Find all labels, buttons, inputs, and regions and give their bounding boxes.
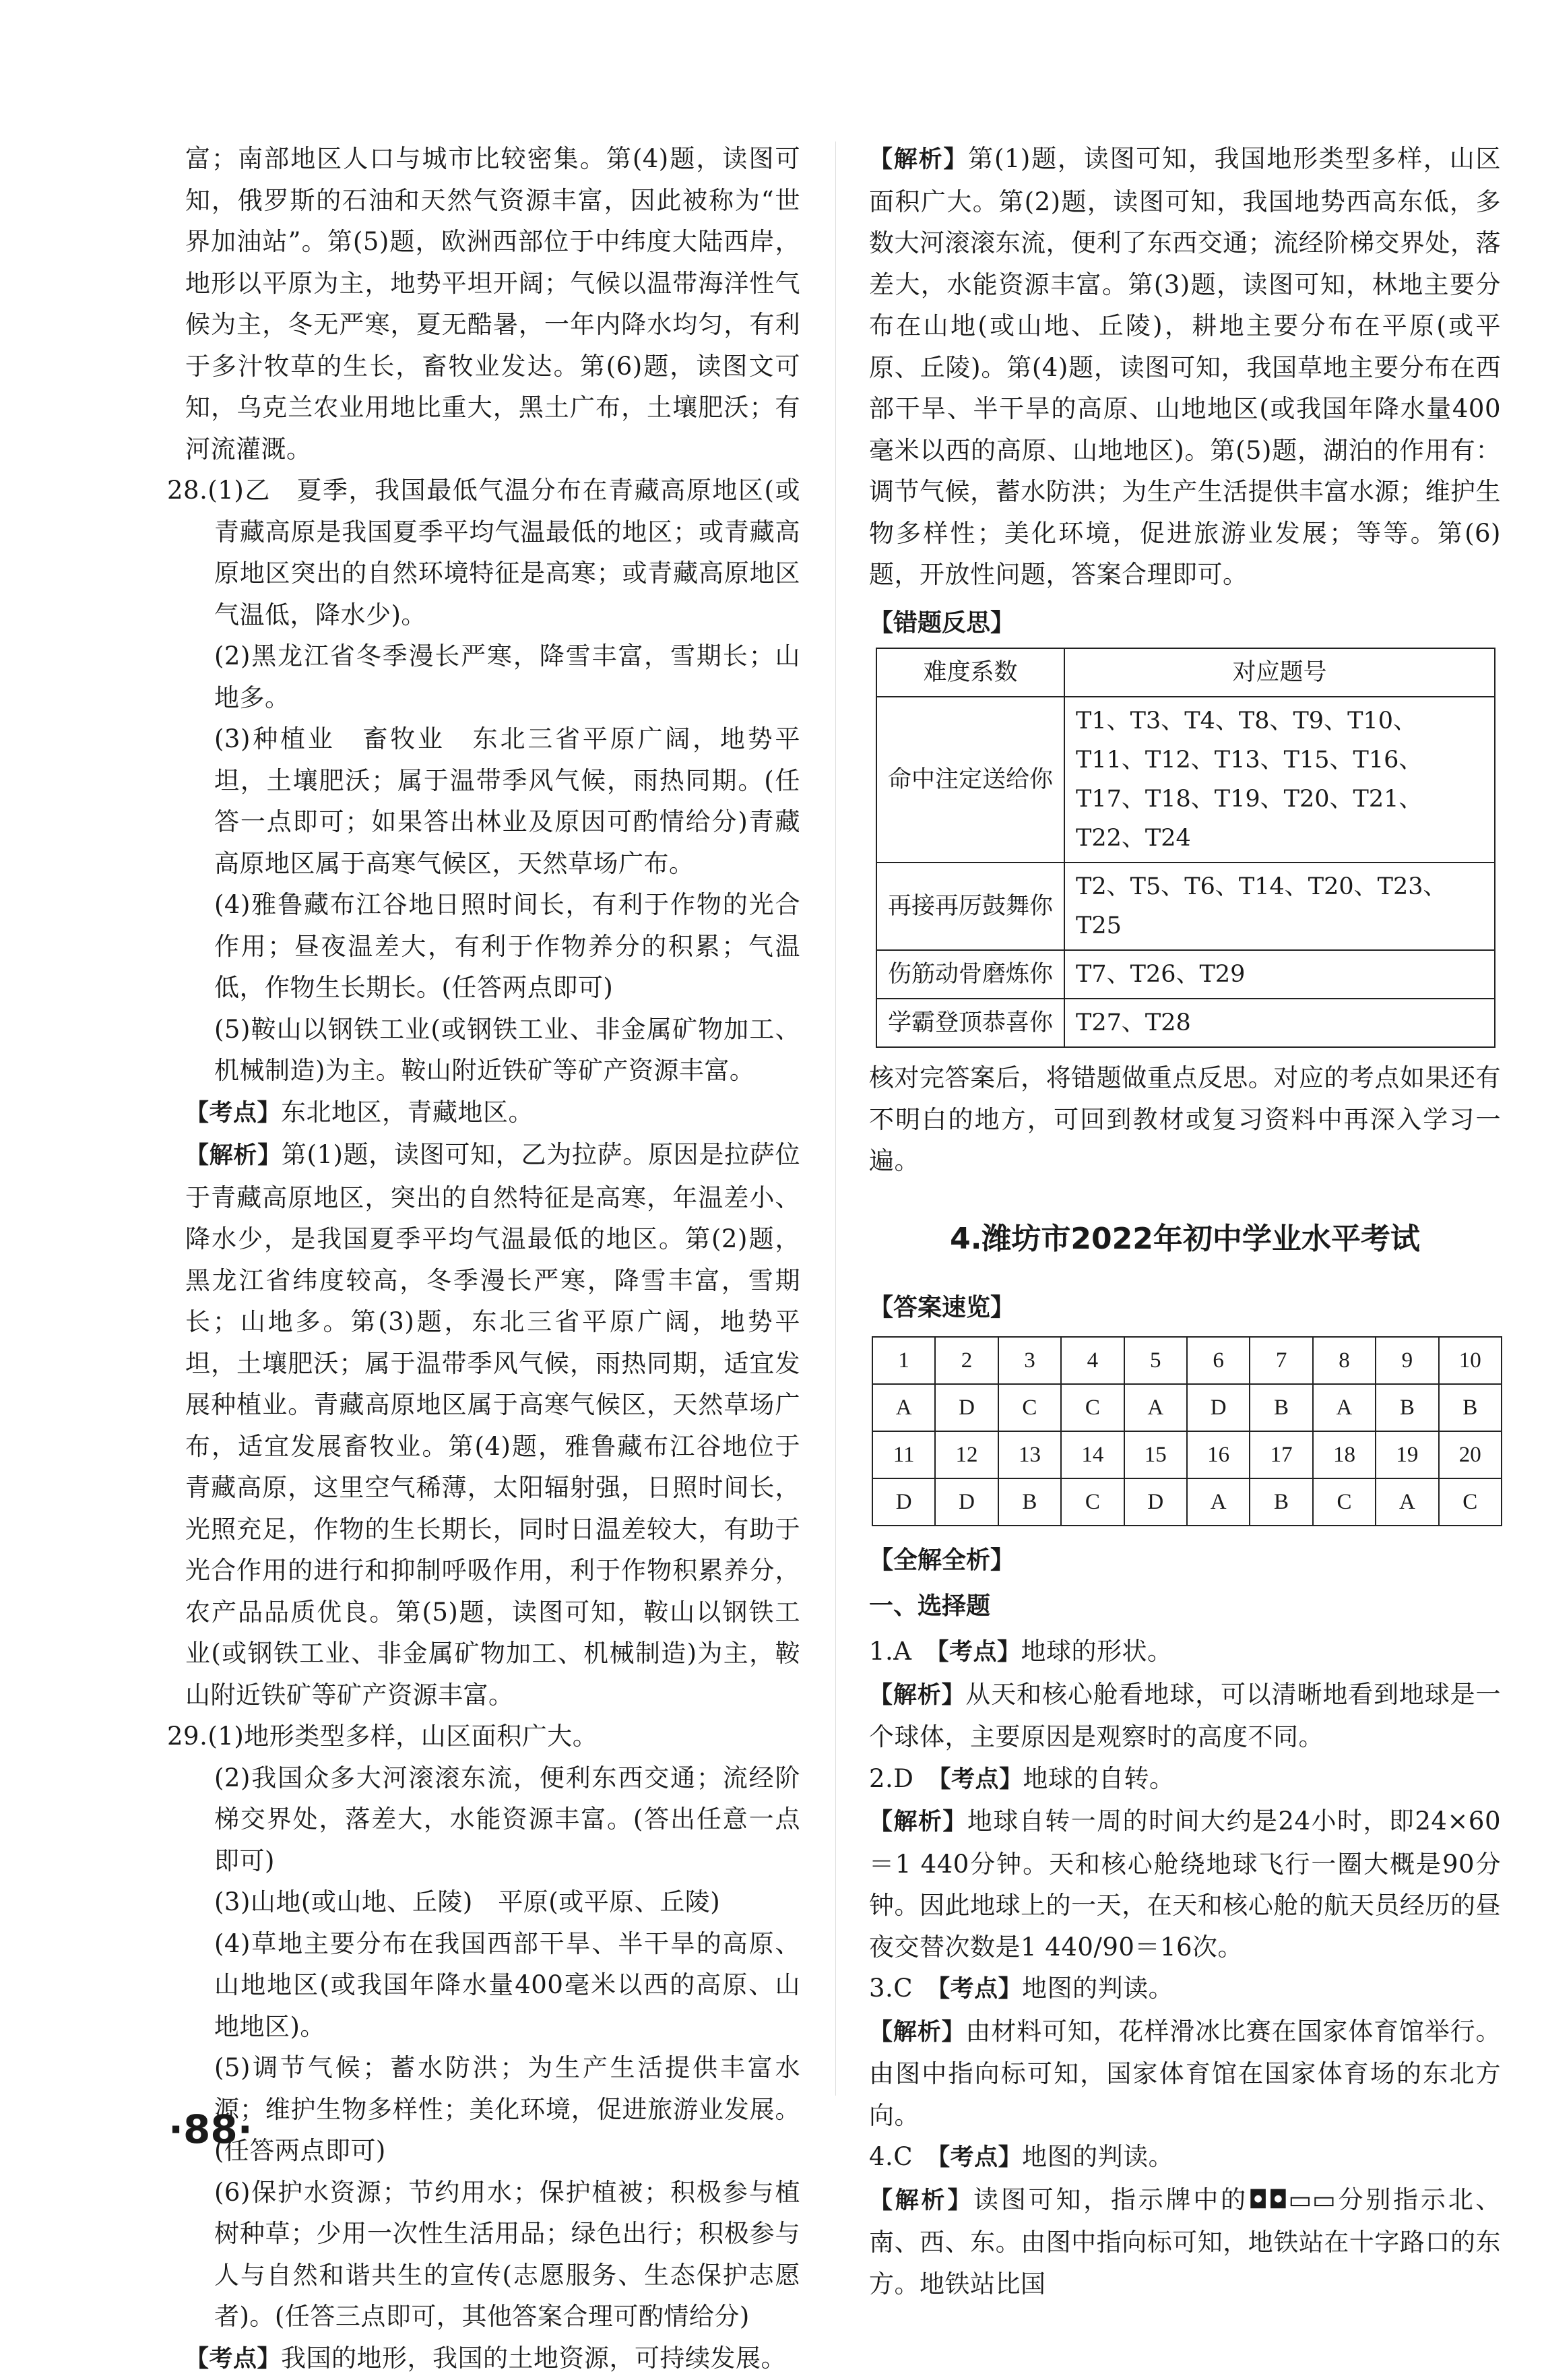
note-text: 我国的地形，我国的土地资源，可持续发展。 (281, 2344, 786, 2373)
question-number-cell: 19 (1376, 1431, 1438, 1478)
note-tag: 【解析】 (185, 1142, 282, 1169)
answer-cell: D (935, 1478, 998, 1526)
note-paragraph (167, 1134, 800, 1716)
note-text: 地图的判读。 (1022, 1974, 1173, 2003)
answer-cell: B (998, 1478, 1061, 1526)
table-row (876, 697, 1495, 863)
question-number-cell: 18 (1313, 1431, 1376, 1478)
answer-item (167, 470, 800, 635)
sub-answer-text: (3)种植业 畜牧业 东北三省平原广阔，地势平坦，土壤肥沃；属于温带季风气候，雨热同期。(任答一点即可；如果答出林业及原因可酌情给分)青藏高原地区属于高寒气候区，天然草场广布。 (214, 724, 800, 878)
note-paragraph (167, 1092, 800, 1135)
note-tag: 【解析】 (869, 1682, 965, 1709)
question-number-cell: 13 (998, 1431, 1061, 1478)
note-paragraph (869, 1800, 1501, 1968)
question-number-cell: 14 (1061, 1431, 1124, 1478)
choice-answer (869, 1631, 1501, 1674)
choice-answer (869, 2136, 1501, 2179)
question-number-row (872, 1431, 1502, 1478)
answer-cell: D (872, 1478, 935, 1526)
question-number-cell: 16 (1187, 1431, 1250, 1478)
question-number: 3.C (869, 1974, 913, 2003)
difficulty-cell: 学霸登顶恭喜你 (876, 999, 1064, 1047)
sub-answer (167, 1881, 800, 1923)
answer-cell: C (998, 1384, 1061, 1431)
answer-overview-heading: 【答案速览】 (869, 1287, 1501, 1329)
note-tag: 【考点】 (185, 1100, 281, 1127)
question-number-cell: 3 (998, 1337, 1061, 1384)
question-number-cell: 10 (1439, 1337, 1502, 1384)
table-row (876, 950, 1495, 999)
note-text: 由材料可知，花样滑冰比赛在国家体育馆举行。由图中指向标可知，国家体育馆在国家体育场的东北方向。 (869, 2017, 1501, 2130)
question-number-cell: 8 (1313, 1337, 1376, 1384)
question-number-cell: 9 (1376, 1337, 1438, 1384)
page-number: ·88· (168, 2106, 253, 2152)
question-list-cell: T27、T28 (1064, 999, 1495, 1047)
sub-answer-text: (2)黑龙江省冬季漫长严寒，降雪丰富，雪期长；山地多。 (214, 641, 800, 712)
difficulty-cell: 伤筋动骨磨炼你 (876, 950, 1064, 999)
difficulty-cell: 命中注定送给你 (876, 697, 1064, 863)
answer-text: (1)地形类型多样，山区面积广大。 (207, 1722, 598, 1751)
note-paragraph (869, 2011, 1501, 2137)
question-number-cell: 11 (872, 1431, 935, 1478)
note-text: 东北地区，青藏地区。 (281, 1098, 534, 1127)
note-text: 地球的自转。 (1023, 1764, 1174, 1793)
note-paragraph (869, 1674, 1501, 1758)
exam-title: 4.潍坊市2022年初中学业水平考试 (869, 1214, 1501, 1257)
note-paragraph (869, 2179, 1501, 2305)
note-text: 地球自转一周的时间大约是24小时，即24×60＝1 440分钟。天和核心舱绕地球飞行一圈大概是90分钟。因此地球上的一天，在天和核心舱的航天员经历的昼夜交替次数是1 440/90＝16次。 (869, 1807, 1501, 1962)
question-list-cell: T2、T5、T6、T14、T20、T23、T25 (1064, 863, 1495, 950)
mistake-reflection-table (876, 648, 1495, 1048)
choice-answer (869, 1758, 1501, 1801)
sub-answer-text: (5)调节气候；蓄水防洪；为生产生活提供丰富水源；维护生物多样性；美化环境，促进旅游业发展。(任答两点即可) (214, 2053, 800, 2165)
note-paragraph (869, 138, 1501, 596)
answer-cell: A (1187, 1478, 1250, 1526)
sub-answer-text: (5)鞍山以钢铁工业(或钢铁工业、非金属矿物加工、机械制造)为主。鞍山附近铁矿等矿产资源丰富。 (214, 1015, 800, 1086)
question-number-cell: 15 (1124, 1431, 1187, 1478)
table-header-cell: 对应题号 (1064, 648, 1495, 697)
answer-cell: A (1376, 1478, 1438, 1526)
table-header-row (876, 648, 1495, 697)
left-column (167, 138, 800, 2380)
column-divider (835, 142, 836, 2096)
right-bottom-paragraphs (869, 1631, 1501, 2305)
question-list-cell: T7、T26、T29 (1064, 950, 1495, 999)
question-number-cell: 1 (872, 1337, 935, 1384)
answer-overview-table (872, 1336, 1502, 1526)
choice-answer (869, 1968, 1501, 2011)
answer-cell: D (1187, 1384, 1250, 1431)
question-number: 29. (167, 1722, 207, 1751)
question-number: 4.C (869, 2142, 913, 2171)
question-number-cell: 2 (935, 1337, 998, 1384)
question-number-cell: 12 (935, 1431, 998, 1478)
table-header-cell: 难度系数 (876, 648, 1064, 697)
table-row (876, 999, 1495, 1047)
sub-answer (167, 2172, 800, 2338)
question-number-cell: 5 (1124, 1337, 1187, 1384)
answer-cell: B (1250, 1478, 1312, 1526)
difficulty-cell: 再接再厉鼓舞你 (876, 863, 1064, 950)
note-tag: 【考点】 (939, 1766, 1023, 1793)
question-number-cell: 4 (1061, 1337, 1124, 1384)
answer-cell: C (1061, 1384, 1124, 1431)
answer-text: (1)乙 夏季，我国最低气温分布在青藏高原地区(或青藏高原是我国夏季平均气温最低的地区；或青藏高原地区突出的自然环境特征是高寒；或青藏高原地区气温低，降水少)。 (207, 476, 800, 629)
answer-cell: C (1313, 1478, 1376, 1526)
question-number-cell: 7 (1250, 1337, 1312, 1384)
sub-answer (167, 1757, 800, 1882)
note-text: 第(1)题，读图可知，乙为拉萨。原因是拉萨位于青藏高原地区，突出的自然特征是高寒，年温差小、降水少，是我国夏季平均气温最低的地区。第(2)题，黑龙江省纬度较高，冬季漫长严寒，降雪丰富，雪期长；山地多。第(3)题，东北三省平原广阔，地势平坦，土壤肥沃；属于温带季风气候，雨热同期，适宜发展种植业。青藏高原地区属于高寒气候区，天然草场广布，适宜发展畜牧业。第(4)题，雅鲁藏布江谷地位于青藏高原，这里空气稀薄，太阳辐射强，日照时间长，光照充足，作物的生长期长，同时日温差较大，有助于光合作用的进行和抑制呼吸作用，利于作物积累养分，农产品品质优良。第(5)题，读图可知，鞍山以钢铁工业(或钢铁工业、非金属矿物加工、机械制造)为主，鞍山附近铁矿等矿产资源丰富。 (185, 1140, 800, 1710)
sub-answer (167, 1923, 800, 2048)
question-list-cell: T1、T3、T4、T8、T9、T10、T11、T12、T13、T15、T16、T17、T18、T19、T20、T21、T22、T24 (1064, 697, 1495, 863)
note-text: 地球的形状。 (1021, 1637, 1173, 1666)
right-top-paragraphs (869, 138, 1501, 596)
question-number: 1.A (869, 1637, 912, 1666)
note-tag: 【解析】 (869, 2019, 965, 2046)
note-tag: 【解析】 (869, 146, 968, 173)
answer-item (167, 1716, 800, 1757)
sub-answer (167, 2047, 800, 2172)
answer-cell: D (935, 1384, 998, 1431)
answer-cell: C (1061, 1478, 1124, 1526)
answer-cell: D (1124, 1478, 1187, 1526)
answer-cell: A (1124, 1384, 1187, 1431)
question-number: 2.D (869, 1764, 913, 1793)
sub-answer-text: (4)草地主要分布在我国西部干旱、半干旱的高原、山地地区(或我国年降水量400毫米以西的高原、山地地区)。 (214, 1929, 800, 2041)
full-analysis-heading: 【全解全析】 (869, 1540, 1501, 1582)
sub-answer-text: (2)我国众多大河滚滚东流，便利东西交通；流经阶梯交界处，落差大，水能资源丰富。(答出任意一点即可) (214, 1763, 800, 1875)
mistake-reflection-heading: 【错题反思】 (869, 602, 1501, 644)
question-number-cell: 17 (1250, 1431, 1312, 1478)
note-tag: 【考点】 (937, 1639, 1021, 1666)
section-heading: 一、选择题 (869, 1586, 1501, 1627)
question-number-cell: 6 (1187, 1337, 1250, 1384)
question-number: 28. (167, 476, 207, 505)
sub-answer-text: (3)山地(或山地、丘陵) 平原(或平原、丘陵) (214, 1887, 720, 1916)
paragraph-text: 富；南部地区人口与城市比较密集。第(4)题，读图可知，俄罗斯的石油和天然气资源丰富，因此被称为“世界加油站”。第(5)题，欧洲西部位于中纬度大陆西岸，地形以平原为主，地势平坦开阔；气候以温带海洋性气候为主，冬无严寒，夏无酷暑，一年内降水均匀，有利于多汁牧草的生长，畜牧业发达。第(6)题，读图文可知，乌克兰农业用地比重大，黑土广布，土壤肥沃；有河流灌溉。 (185, 144, 800, 464)
answer-cell: B (1439, 1384, 1502, 1431)
note-text: 第(1)题，读图可知，我国地形类型多样，山区面积广大。第(2)题，读图可知，我国地势西高东低，多数大河滚滚东流，便利了东西交通；流经阶梯交界处，落差大，水能资源丰富。第(3)题，读图可知，林地主要分布在山地(或山地、丘陵)，耕地主要分布在平原(或平原、丘陵)。第(4)题，读图可知，我国草地主要分布在西部干旱、半干旱的高原、山地地区(或我国年降水量400毫米以西的高原、山地地区)。第(5)题，湖泊的作用有：调节气候，蓄水防洪；为生产生活提供丰富水源；维护生物多样性；美化环境，促进旅游业发展；等等。第(6)题，开放性问题，答案合理即可。 (869, 144, 1501, 589)
note-tag: 【考点】 (185, 2346, 281, 2373)
note-text: 读图可知，指示牌中的◘◘▭▭分别指示北、南、西、东。由图中指向标可知，地铁站在十字路口的东方。地铁站比国 (869, 2185, 1501, 2298)
note-paragraph (167, 2338, 800, 2380)
answer-cell: B (1250, 1384, 1312, 1431)
sub-answer (167, 1009, 800, 1092)
answer-row (872, 1478, 1502, 1526)
sub-answer-text: (6)保护水资源；节约用水；保护植被；积极参与植树种草；少用一次性生活用品；绿色出行；积极参与人与自然和谐共生的宣传(志愿服务、生态保护志愿者)。(任答三点即可，其他答案合理可酌情给分) (214, 2178, 800, 2331)
answer-cell: B (1376, 1384, 1438, 1431)
table-row (876, 863, 1495, 950)
answer-row (872, 1384, 1502, 1431)
question-number-cell: 20 (1439, 1431, 1502, 1478)
answer-cell: A (1313, 1384, 1376, 1431)
right-column (869, 138, 1501, 2305)
mistake-note: 核对完答案后，将错题做重点反思。对应的考点如果还有不明白的地方，可回到教材或复习资料中再深入学习一遍。 (869, 1057, 1501, 1182)
answer-cell: A (872, 1384, 935, 1431)
sub-answer (167, 718, 800, 884)
note-tag: 【考点】 (938, 1976, 1023, 2003)
question-number-row (872, 1337, 1502, 1384)
answer-cell: C (1439, 1478, 1502, 1526)
note-tag: 【解析】 (869, 2187, 973, 2214)
note-text: 地图的判读。 (1022, 2142, 1173, 2171)
note-text: 从天和核心舱看地球，可以清晰地看到地球是一个球体，主要原因是观察时的高度不同。 (869, 1680, 1501, 1752)
sub-answer (167, 635, 800, 718)
note-tag: 【考点】 (938, 2144, 1023, 2171)
sub-answer-text: (4)雅鲁藏布江谷地日照时间长，有利于作物的光合作用；昼夜温差大，有利于作物养分的积累；气温低，作物生长期长。(任答两点即可) (214, 890, 800, 1002)
note-tag: 【解析】 (869, 1809, 967, 1836)
sub-answer (167, 884, 800, 1009)
paragraph (167, 138, 800, 470)
